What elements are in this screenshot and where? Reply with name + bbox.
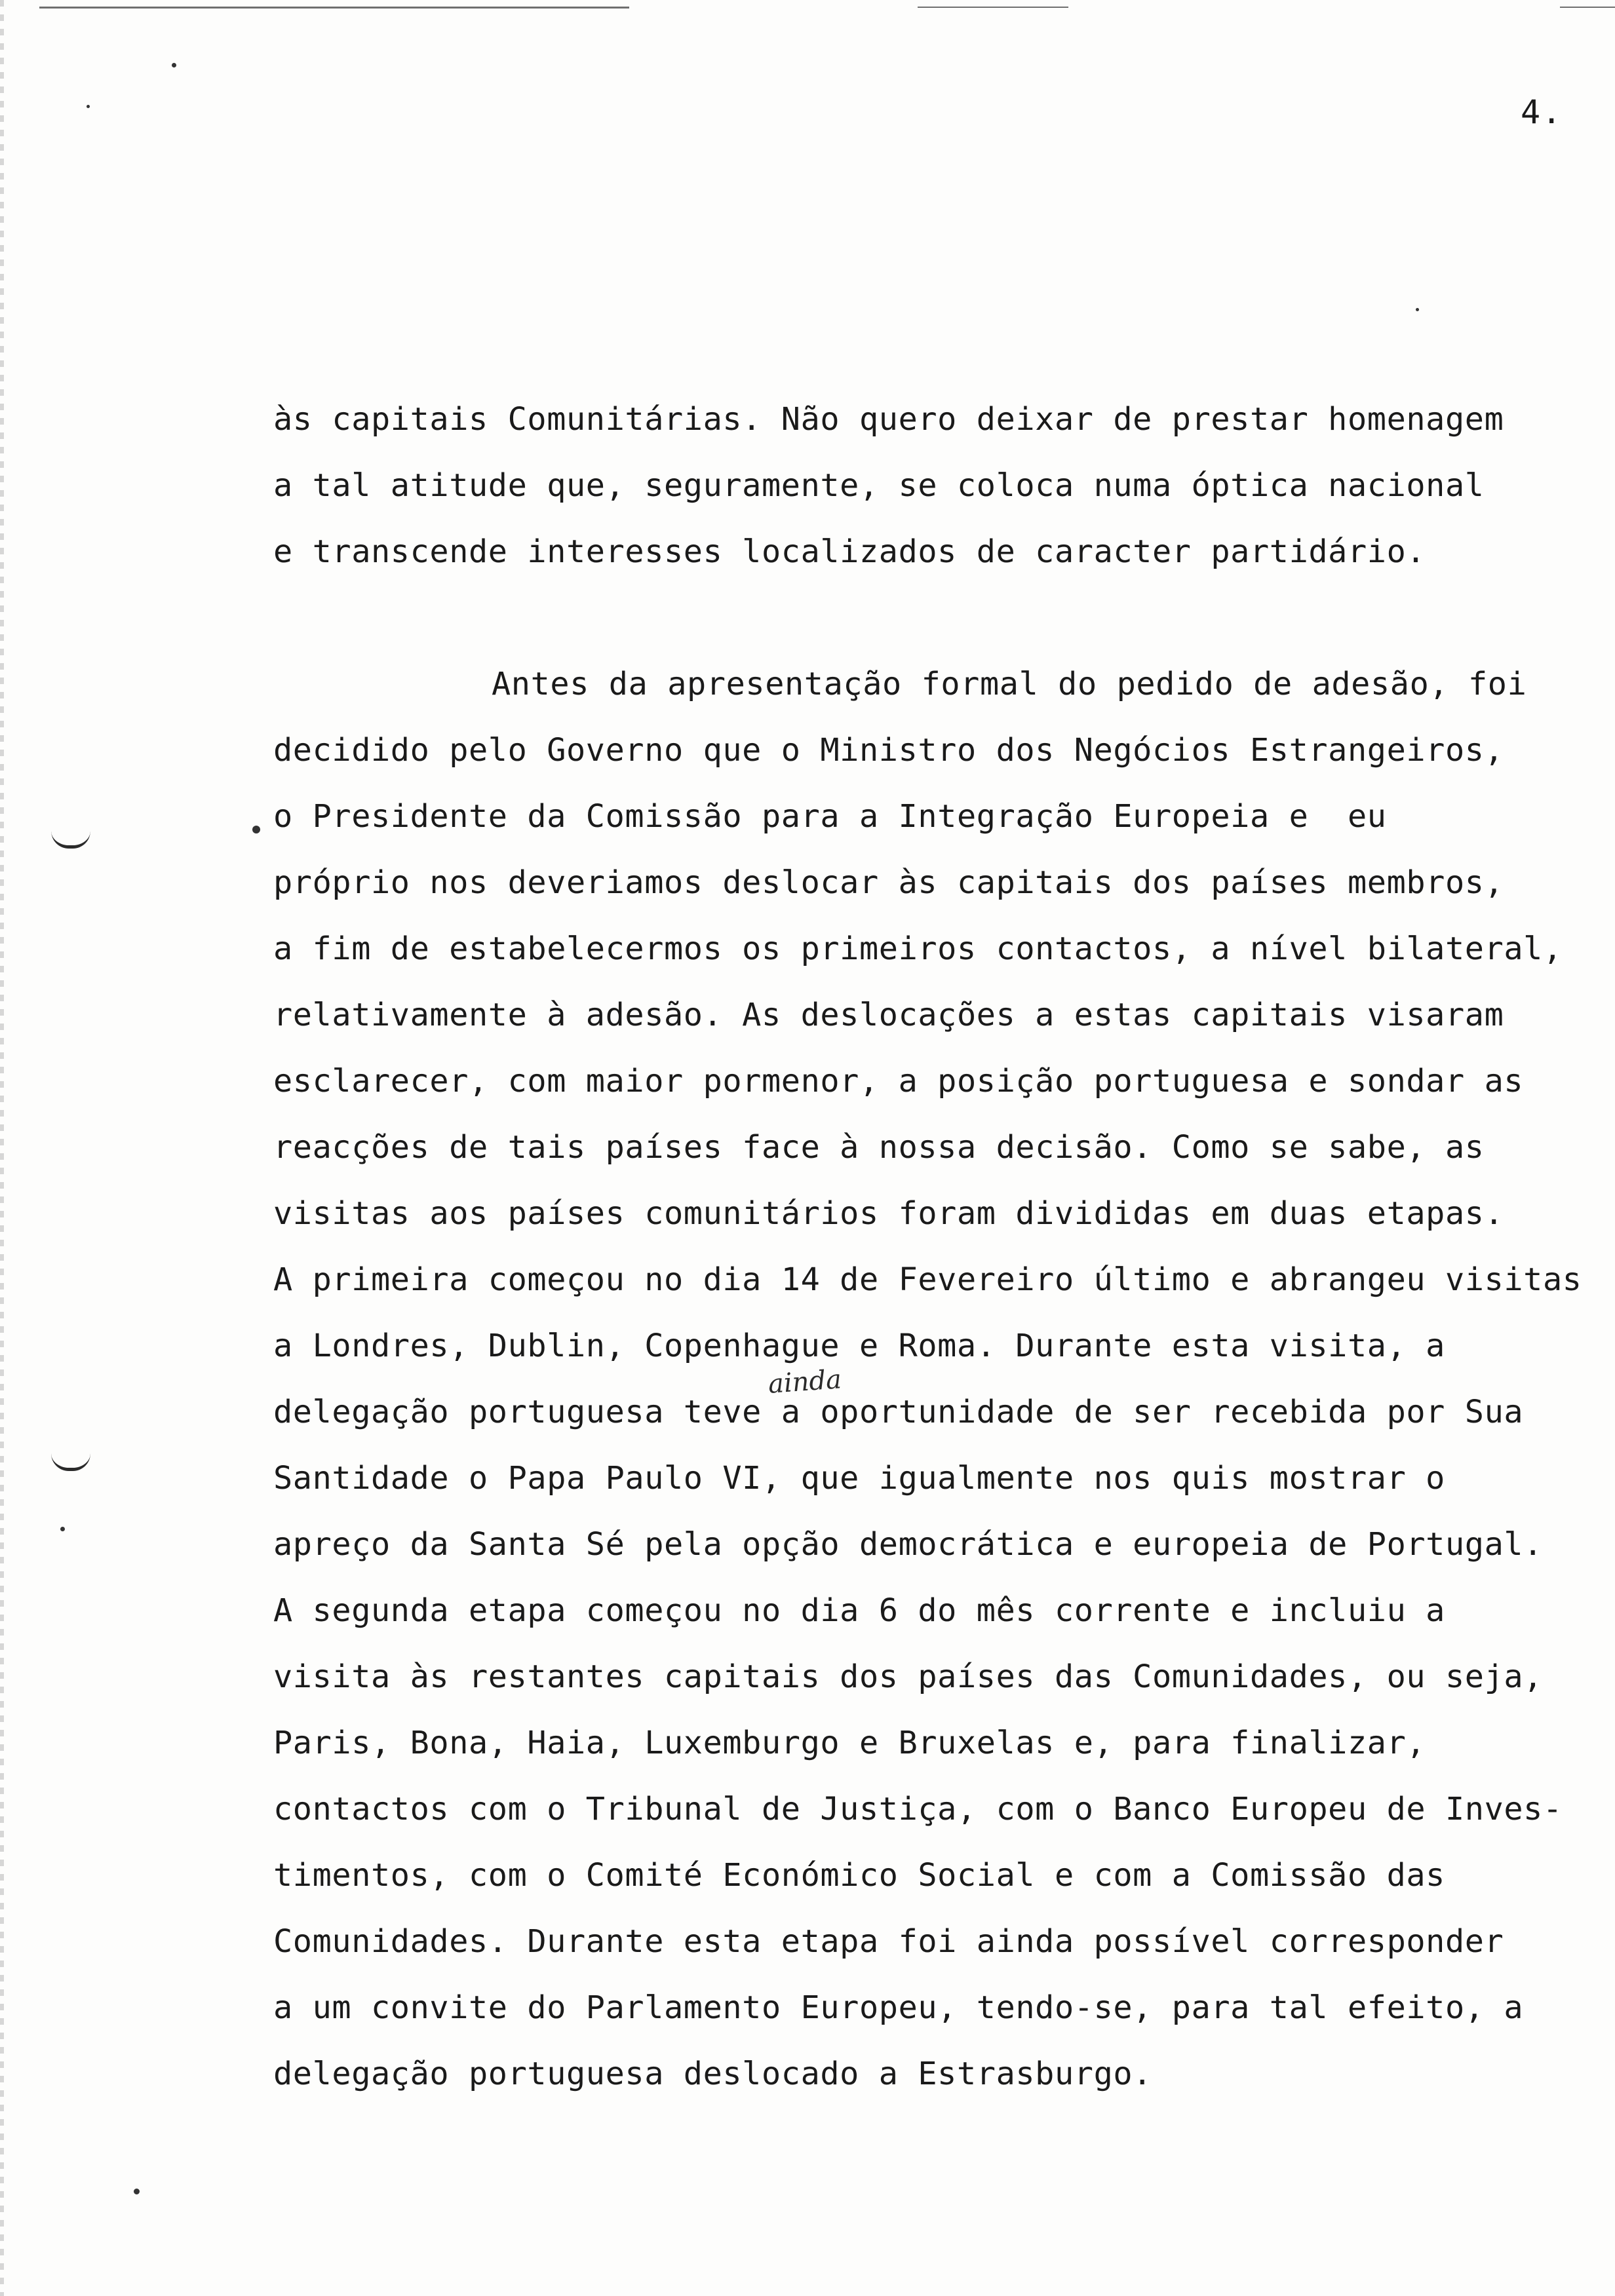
text-line: próprio nos deveriamos deslocar às capitais dos países membros, xyxy=(273,864,1504,901)
scan-speck xyxy=(134,2189,140,2194)
text-line: relativamente à adesão. As deslocações a estas capitais visaram xyxy=(273,997,1504,1033)
text-line: o Presidente da Comissão para a Integração Europeia e eu xyxy=(273,798,1387,835)
handwritten-annotation: ainda xyxy=(767,1364,843,1400)
text-line: timentos, com o Comité Económico Social e com a Comissão das xyxy=(273,1857,1445,1894)
text-line: a fim de estabelecermos os primeiros contactos, a nível bilateral, xyxy=(273,930,1563,967)
text-line: Santidade o Papa Paulo VI, que igualmente nos quis mostrar o xyxy=(273,1460,1445,1497)
paragraph-gap xyxy=(273,585,1604,651)
scan-top-rule xyxy=(1560,7,1615,8)
text-line: Antes da apresentação formal do pedido de adesão, foi xyxy=(492,666,1527,702)
text-line: delegação portuguesa teve a oportunidade de ser recebida por Sua xyxy=(273,1394,1524,1430)
text-line: às capitais Comunitárias. Não quero deixar de prestar homenagem xyxy=(273,401,1504,438)
text-line: A segunda etapa começou no dia 6 do mês corrente e incluiu a xyxy=(273,1592,1445,1629)
text-line: visita às restantes capitais dos países das Comunidades, ou seja, xyxy=(273,1658,1543,1695)
scan-speck xyxy=(252,826,260,833)
scan-speck xyxy=(87,105,90,108)
scan-top-rule xyxy=(918,7,1068,8)
text-line: Paris, Bona, Haia, Luxemburgo e Bruxelas e, para finalizar, xyxy=(273,1725,1426,1761)
text-line: apreço da Santa Sé pela opção democrática e europeia de Portugal. xyxy=(273,1526,1543,1563)
text-line: Comunidades. Durante esta etapa foi ainda possível corresponder xyxy=(273,1923,1504,1960)
text-line: delegação portuguesa deslocado a Estrasburgo. xyxy=(273,2056,1152,2092)
text-line: contactos com o Tribunal de Justiça, com o Banco Europeu de Inves- xyxy=(273,1791,1563,1827)
scan-left-edge xyxy=(0,0,4,2296)
text-line: decidido pelo Governo que o Ministro dos Negócios Estrangeiros, xyxy=(273,732,1504,769)
body-text xyxy=(273,387,1604,2107)
scan-speck xyxy=(172,63,176,67)
text-line: a tal atitude que, seguramente, se coloca numa óptica nacional xyxy=(273,467,1485,504)
scan-punch-hole-mark xyxy=(51,831,90,849)
text-line: reacções de tais países face à nossa decisão. Como se sabe, as xyxy=(273,1129,1485,1166)
scan-speck xyxy=(1416,308,1419,311)
text-line: A primeira começou no dia 14 de Fevereiro último e abrangeu visitas xyxy=(273,1261,1582,1298)
page-number: 4. xyxy=(1521,93,1563,131)
scan-punch-hole-mark xyxy=(51,1453,90,1471)
scan-top-rule xyxy=(39,7,629,9)
scan-speck xyxy=(60,1527,65,1531)
text-line: a um convite do Parlamento Europeu, tendo-se, para tal efeito, a xyxy=(273,1989,1524,2026)
text-line: visitas aos países comunitários foram divididas em duas etapas. xyxy=(273,1195,1504,1232)
text-line: e transcende interesses localizados de caracter partidário. xyxy=(273,533,1426,570)
text-line: a Londres, Dublin, Copenhague e Roma. Durante esta visita, a xyxy=(273,1328,1445,1364)
text-line: esclarecer, com maior pormenor, a posição portuguesa e sondar as xyxy=(273,1063,1524,1100)
